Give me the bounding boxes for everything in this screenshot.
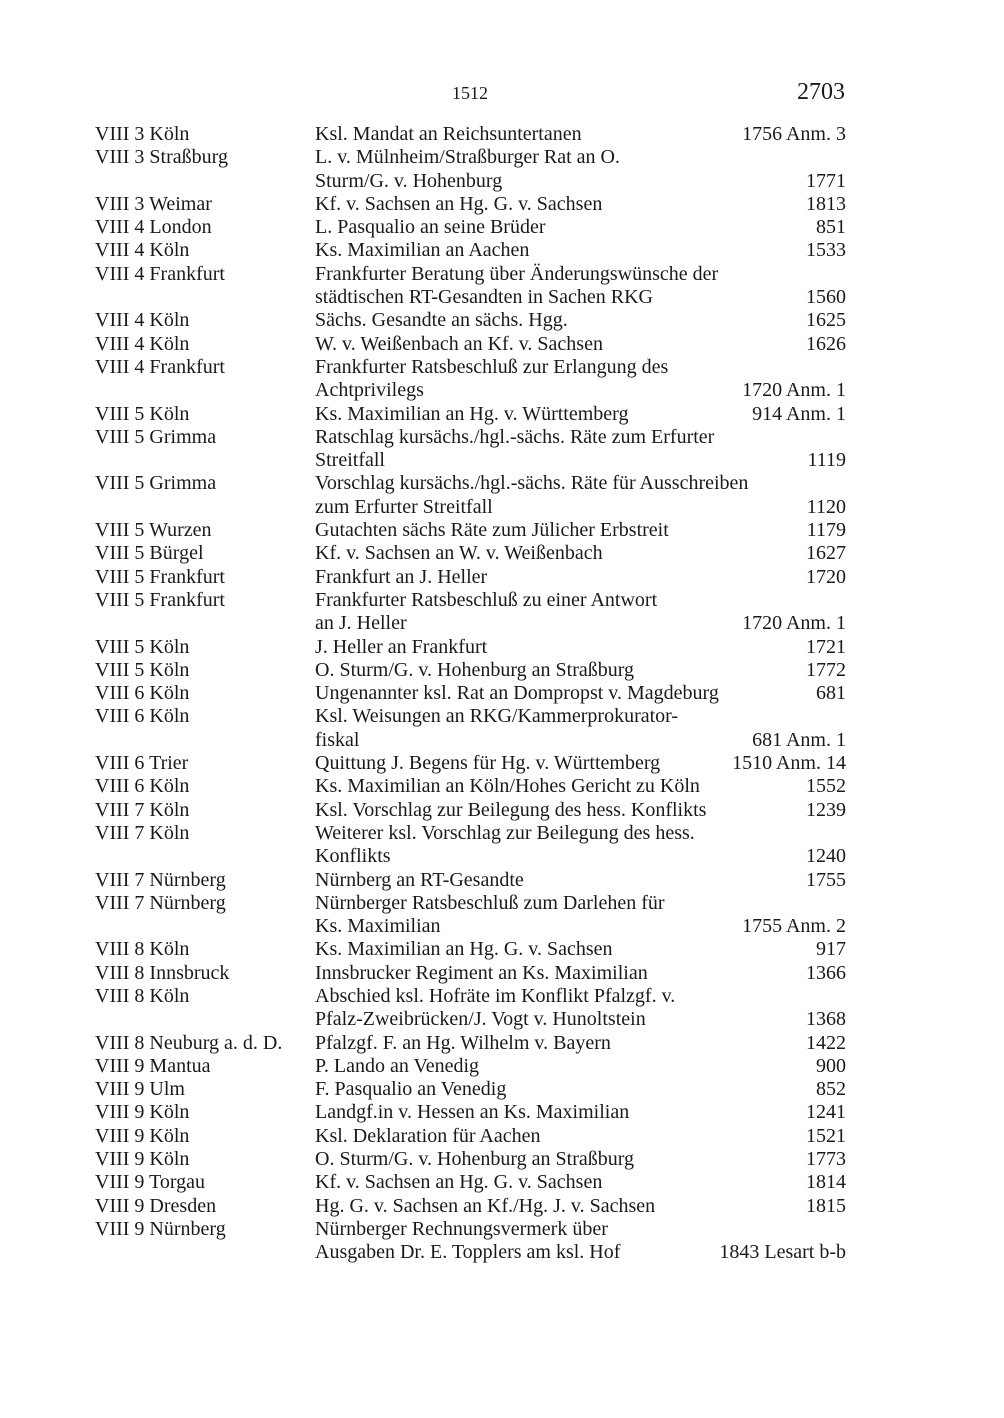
list-item: [95, 542, 846, 565]
entry-description-line: Pfalz-Zweibrücken/J. Vogt v. Hunoltstein: [315, 1008, 646, 1031]
entry-description-line: L. Pasqualio an seine Brüder: [315, 216, 546, 239]
entry-date-place: VIII 6 Köln: [95, 682, 190, 705]
list-item: [95, 775, 846, 798]
entry-description: [315, 1195, 846, 1218]
entry-document-number: 851: [816, 216, 846, 239]
entry-description-line: Gutachten sächs Räte zum Jülicher Erbstreit: [315, 519, 669, 542]
entry-document-number: 1772: [806, 658, 846, 681]
entry-last-line: [315, 659, 846, 682]
entry-date-place: VIII 6 Trier: [95, 752, 189, 775]
entry-document-number: 1627: [806, 542, 846, 565]
entry-description-line: Abschied ksl. Hofräte im Konflikt Pfalzgf. v.: [315, 984, 676, 1007]
entry-date-place: VIII 5 Bürgel: [95, 542, 204, 565]
list-item: [95, 682, 846, 705]
entry-date-place: VIII 9 Dresden: [95, 1194, 217, 1217]
entry-last-line: [315, 1171, 846, 1194]
entry-document-number: 1814: [806, 1171, 846, 1194]
entry-document-number: 1368: [806, 1008, 846, 1031]
entry-date-place: VIII 7 Köln: [95, 821, 190, 844]
entry-description-line: F. Pasqualio an Venedig: [315, 1078, 507, 1101]
entry-description: [315, 519, 846, 542]
entry-last-line: [315, 1195, 846, 1218]
entry-document-number: 1510 Anm. 14: [732, 752, 846, 775]
entry-description: [315, 799, 846, 822]
entry-document-number: 1815: [806, 1194, 846, 1217]
list-item: [95, 962, 846, 985]
list-item: [95, 356, 846, 403]
entry-description: [315, 869, 846, 892]
entry-date-place: VIII 9 Köln: [95, 1148, 190, 1171]
entry-last-line: [315, 1241, 846, 1264]
entry-description-line: Ks. Maximilian an Köln/Hohes Gericht zu Köln: [315, 775, 700, 798]
list-item: [95, 589, 846, 636]
entry-description: [315, 566, 846, 589]
entry-last-line: [315, 1032, 846, 1055]
entry-document-number: 681 Anm. 1: [752, 728, 846, 751]
entry-description-line: P. Lando an Venedig: [315, 1054, 480, 1077]
entry-last-line: [315, 286, 846, 309]
entry-description: [315, 356, 846, 403]
entry-description: [315, 1078, 846, 1101]
entry-description-line: Quittung J. Begens für Hg. v. Württemberg: [315, 752, 661, 775]
entry-document-number: 1771: [806, 169, 846, 192]
entry-last-line: [315, 636, 846, 659]
entry-last-line: [315, 915, 846, 938]
list-item: [95, 403, 846, 426]
entry-description: [315, 962, 846, 985]
entry-description-line: fiskal: [315, 728, 360, 751]
entry-description-line: Kf. v. Sachsen an W. v. Weißenbach: [315, 542, 603, 565]
entry-description-line: Nürnberg an RT-Gesandte: [315, 868, 524, 891]
entry-description-line: Kf. v. Sachsen an Hg. G. v. Sachsen: [315, 192, 603, 215]
entry-description: [315, 1218, 846, 1265]
list-item: [95, 705, 846, 752]
list-item: [95, 1148, 846, 1171]
entry-description: [315, 123, 846, 146]
entry-document-number: 1843 Lesart b-b: [719, 1241, 846, 1264]
list-item: [95, 1171, 846, 1194]
entry-document-number: 1521: [806, 1124, 846, 1147]
list-item: [95, 938, 846, 961]
entry-last-line: [315, 938, 846, 961]
list-item: [95, 752, 846, 775]
entry-date-place: VIII 8 Innsbruck: [95, 961, 230, 984]
entry-document-number: 1552: [806, 775, 846, 798]
entry-date-place: VIII 6 Köln: [95, 775, 190, 798]
entry-last-line: [315, 682, 846, 705]
entry-date-place: VIII 3 Köln: [95, 123, 190, 145]
entry-last-line: [315, 1078, 846, 1101]
entry-date-place: VIII 9 Ulm: [95, 1078, 185, 1101]
entry-last-line: [315, 1101, 846, 1124]
entry-description: [315, 216, 846, 239]
entry-last-line: [315, 403, 846, 426]
entry-description-line: L. v. Mülnheim/Straßburger Rat an O.: [315, 146, 620, 169]
list-item: [95, 869, 846, 892]
entry-description: [315, 1171, 846, 1194]
entry-last-line: [315, 239, 846, 262]
entry-description-line: Vorschlag kursächs./hgl.-sächs. Räte für Ausschreiben: [315, 472, 749, 495]
entry-date-place: VIII 7 Nürnberg: [95, 891, 226, 914]
entry-document-number: 1773: [806, 1148, 846, 1171]
entry-description-line: Streitfall: [315, 449, 385, 472]
entry-description-line: Ksl. Deklaration für Aachen: [315, 1124, 541, 1147]
entry-date-place: VIII 5 Grimma: [95, 425, 217, 448]
list-item: [95, 799, 846, 822]
list-item: [95, 1195, 846, 1218]
entry-date-place: VIII 5 Frankfurt: [95, 588, 225, 611]
entry-description: [315, 1032, 846, 1055]
entry-description-line: Konflikts: [315, 845, 391, 868]
entry-date-place: VIII 5 Köln: [95, 635, 190, 658]
entry-document-number: 1626: [806, 332, 846, 355]
entry-date-place: VIII 4 Köln: [95, 332, 190, 355]
entry-description-line: Hg. G. v. Sachsen an Kf./Hg. J. v. Sachsen: [315, 1194, 656, 1217]
entry-date-place: VIII 9 Köln: [95, 1124, 190, 1147]
entry-date-place: VIII 5 Köln: [95, 402, 190, 425]
entry-last-line: [315, 845, 846, 868]
list-item: [95, 659, 846, 682]
entry-description: [315, 239, 846, 262]
entry-document-number: 1366: [806, 961, 846, 984]
entry-description-line: Pfalzgf. F. an Hg. Wilhelm v. Bayern: [315, 1031, 611, 1054]
entry-date-place: VIII 8 Neuburg a. d. D.: [95, 1031, 283, 1054]
entry-description: [315, 985, 846, 1032]
entry-date-place: VIII 3 Straßburg: [95, 146, 228, 169]
entry-description: [315, 263, 846, 310]
entry-description-line: Frankfurter Ratsbeschluß zu einer Antwort: [315, 588, 658, 611]
entry-description: [315, 659, 846, 682]
entry-description-line: städtischen RT-Gesandten in Sachen RKG: [315, 286, 653, 309]
entry-description: [315, 822, 846, 869]
entry-description: [315, 403, 846, 426]
entry-last-line: [315, 869, 846, 892]
entry-description-line: Ratschlag kursächs./hgl.-sächs. Räte zum Erfurter: [315, 425, 715, 448]
entry-description-line: Ks. Maximilian an Hg. v. Württemberg: [315, 402, 629, 425]
entry-description: [315, 1101, 846, 1124]
list-item: [95, 1055, 846, 1078]
entry-date-place: VIII 5 Grimma: [95, 472, 217, 495]
entry-last-line: [315, 1125, 846, 1148]
entry-document-number: 1241: [806, 1101, 846, 1124]
entry-description-line: J. Heller an Frankfurt: [315, 635, 488, 658]
entry-description-line: Ks. Maximilian an Aachen: [315, 239, 530, 262]
list-item: [95, 426, 846, 473]
entry-description-line: Frankfurter Beratung über Änderungswünsche der: [315, 262, 719, 285]
entry-last-line: [315, 123, 846, 146]
list-item: [95, 519, 846, 542]
list-item: [95, 1125, 846, 1148]
entry-last-line: [315, 1148, 846, 1171]
entry-document-number: 1755: [806, 868, 846, 891]
entry-document-number: 1756 Anm. 3: [742, 123, 846, 145]
entry-description-line: Ksl. Weisungen an RKG/Kammerprokurator-: [315, 705, 679, 728]
entry-date-place: VIII 9 Nürnberg: [95, 1217, 226, 1240]
entry-description-line: Ks. Maximilian an Hg. G. v. Sachsen: [315, 938, 613, 961]
entry-document-number: 1179: [806, 519, 846, 542]
entry-last-line: [315, 170, 846, 193]
entry-document-number: 1720: [806, 565, 846, 588]
entry-last-line: [315, 542, 846, 565]
entry-description-line: Ausgaben Dr. E. Topplers am ksl. Hof: [315, 1241, 621, 1264]
list-item: [95, 333, 846, 356]
list-item: [95, 636, 846, 659]
entry-description-line: O. Sturm/G. v. Hohenburg an Straßburg: [315, 1148, 635, 1171]
entry-date-place: VIII 4 Köln: [95, 239, 190, 262]
entry-description-line: Frankfurter Ratsbeschluß zur Erlangung des: [315, 355, 669, 378]
entry-last-line: [315, 799, 846, 822]
entry-last-line: [315, 193, 846, 216]
list-item: [95, 1032, 846, 1055]
entry-description: [315, 705, 846, 752]
entry-last-line: [315, 962, 846, 985]
entry-date-place: VIII 4 London: [95, 216, 212, 239]
entry-last-line: [315, 775, 846, 798]
entry-date-place: VIII 7 Köln: [95, 798, 190, 821]
entry-last-line: [315, 729, 846, 752]
entry-date-place: VIII 7 Nürnberg: [95, 868, 226, 891]
entry-date-place: VIII 8 Köln: [95, 938, 190, 961]
list-item: [95, 985, 846, 1032]
entry-description: [315, 1055, 846, 1078]
entry-document-number: 1239: [806, 798, 846, 821]
entry-last-line: [315, 1055, 846, 1078]
entry-last-line: [315, 496, 846, 519]
entry-document-number: 1625: [806, 309, 846, 332]
list-item: [95, 566, 846, 589]
entry-last-line: [315, 1008, 846, 1031]
list-item: [95, 123, 846, 146]
entry-description: [315, 752, 846, 775]
entry-description: [315, 775, 846, 798]
entry-description: [315, 333, 846, 356]
entry-description: [315, 589, 846, 636]
list-item: [95, 1218, 846, 1265]
running-header-year: 1512: [452, 83, 488, 103]
entry-description-line: Innsbrucker Regiment an Ks. Maximilian: [315, 961, 648, 984]
entry-description-line: Achtprivilegs: [315, 379, 424, 402]
entry-document-number: 1813: [806, 192, 846, 215]
list-item: [95, 1078, 846, 1101]
entry-description-line: Ksl. Mandat an Reichsuntertanen: [315, 123, 582, 145]
entry-description-line: W. v. Weißenbach an Kf. v. Sachsen: [315, 332, 603, 355]
entry-document-number: 1720 Anm. 1: [742, 379, 846, 402]
entry-document-number: 1721: [806, 635, 846, 658]
entry-description-line: O. Sturm/G. v. Hohenburg an Straßburg: [315, 658, 635, 681]
list-item: [95, 263, 846, 310]
chronological-index-list: [95, 123, 846, 1265]
list-item: [95, 892, 846, 939]
entry-document-number: 1560: [806, 286, 846, 309]
entry-date-place: VIII 6 Köln: [95, 705, 190, 728]
entry-document-number: 1120: [806, 495, 846, 518]
entry-document-number: 1720 Anm. 1: [742, 612, 846, 635]
entry-description: [315, 472, 846, 519]
list-item: [95, 472, 846, 519]
entry-description: [315, 892, 846, 939]
entry-description-line: Kf. v. Sachsen an Hg. G. v. Sachsen: [315, 1171, 603, 1194]
entry-date-place: VIII 5 Frankfurt: [95, 565, 225, 588]
entry-description-line: Nürnberger Ratsbeschluß zum Darlehen für: [315, 891, 665, 914]
entry-document-number: 1119: [807, 449, 846, 472]
entry-document-number: 681: [816, 682, 846, 705]
list-item: [95, 146, 846, 193]
entry-date-place: VIII 5 Wurzen: [95, 519, 212, 542]
entry-document-number: 1755 Anm. 2: [742, 915, 846, 938]
entry-document-number: 1422: [806, 1031, 846, 1054]
list-item: [95, 239, 846, 262]
entry-date-place: VIII 4 Frankfurt: [95, 355, 225, 378]
entry-document-number: 1240: [806, 845, 846, 868]
entry-description-line: Ungenannter ksl. Rat an Dompropst v. Magdeburg: [315, 682, 719, 705]
entry-document-number: 852: [816, 1078, 846, 1101]
entry-description-line: Ks. Maximilian: [315, 915, 441, 938]
entry-date-place: VIII 9 Mantua: [95, 1054, 211, 1077]
entry-date-place: VIII 5 Köln: [95, 658, 190, 681]
list-item: [95, 822, 846, 869]
entry-description: [315, 1125, 846, 1148]
entry-last-line: [315, 612, 846, 635]
entry-description: [315, 146, 846, 193]
entry-description-line: Sturm/G. v. Hohenburg: [315, 169, 503, 192]
entry-date-place: VIII 4 Frankfurt: [95, 262, 225, 285]
entry-date-place: VIII 8 Köln: [95, 984, 190, 1007]
entry-description-line: Weiterer ksl. Vorschlag zur Beilegung des hess.: [315, 821, 695, 844]
list-item: [95, 1101, 846, 1124]
list-item: [95, 193, 846, 216]
entry-last-line: [315, 379, 846, 402]
entry-document-number: 914 Anm. 1: [752, 402, 846, 425]
entry-description-line: Nürnberger Rechnungsvermerk über: [315, 1217, 608, 1240]
entry-description: [315, 682, 846, 705]
entry-description: [315, 1148, 846, 1171]
entry-description: [315, 426, 846, 473]
entry-description-line: Landgf.in v. Hessen an Ks. Maximilian: [315, 1101, 630, 1124]
list-item: [95, 216, 846, 239]
entry-last-line: [315, 752, 846, 775]
entry-last-line: [315, 333, 846, 356]
entry-description-line: Sächs. Gesandte an sächs. Hgg.: [315, 309, 568, 332]
entry-last-line: [315, 449, 846, 472]
entry-description-line: Frankfurt an J. Heller: [315, 565, 488, 588]
list-item: [95, 309, 846, 332]
entry-description: [315, 309, 846, 332]
entry-date-place: VIII 4 Köln: [95, 309, 190, 332]
entry-description-line: Ksl. Vorschlag zur Beilegung des hess. Konflikts: [315, 798, 707, 821]
entry-last-line: [315, 216, 846, 239]
entry-description: [315, 542, 846, 565]
entry-date-place: VIII 3 Weimar: [95, 192, 212, 215]
entry-description-line: zum Erfurter Streitfall: [315, 495, 493, 518]
entry-description: [315, 193, 846, 216]
entry-description-line: an J. Heller: [315, 612, 407, 635]
entry-document-number: 1533: [806, 239, 846, 262]
entry-last-line: [315, 309, 846, 332]
entry-description: [315, 938, 846, 961]
entry-date-place: VIII 9 Torgau: [95, 1171, 206, 1194]
entry-date-place: VIII 9 Köln: [95, 1101, 190, 1124]
entry-document-number: 917: [816, 938, 846, 961]
entry-description: [315, 636, 846, 659]
entry-last-line: [315, 519, 846, 542]
entry-last-line: [315, 566, 846, 589]
page-number: 2703: [797, 79, 845, 105]
entry-document-number: 900: [816, 1054, 846, 1077]
